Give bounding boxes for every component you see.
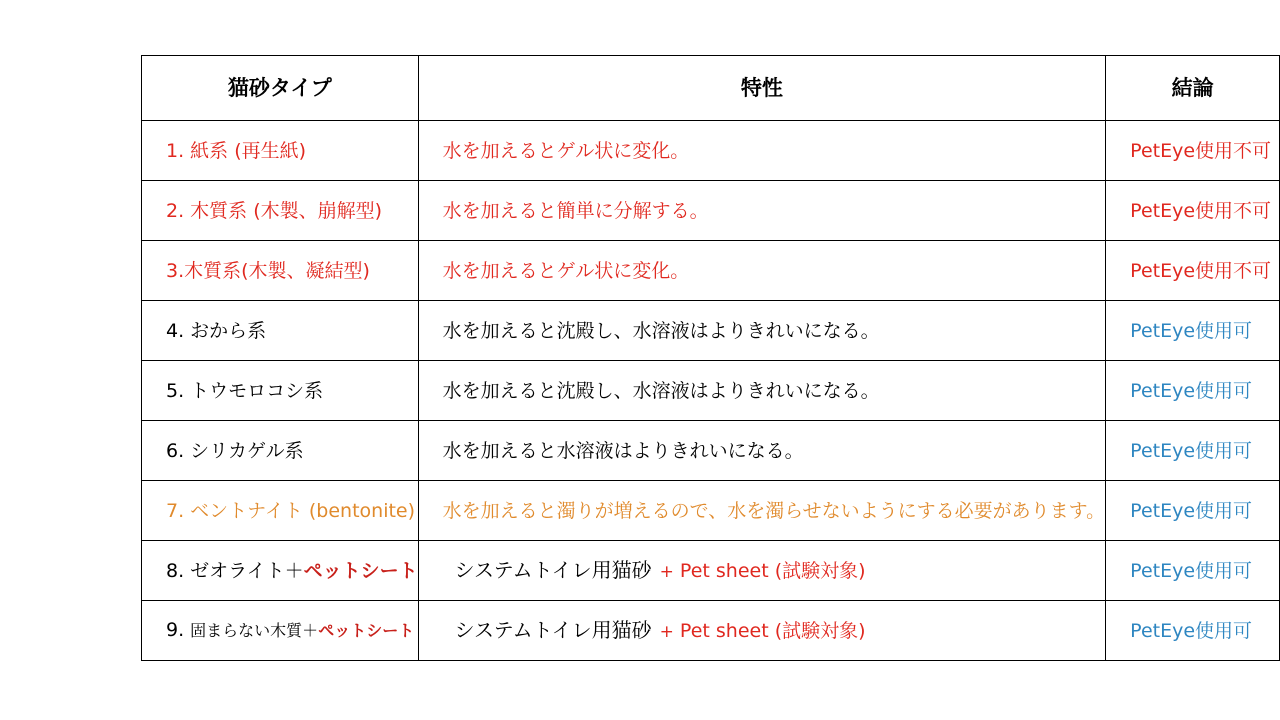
litter-type-cell: 1. 紙系 (再生紙) [142,121,419,181]
conclusion-cell: PetEye使用不可 [1106,241,1280,301]
table-row [142,361,1280,421]
pet-sheet-label: Pet sheet (試験対象) [679,559,866,582]
header-row [142,56,1280,121]
system-toilet-label: システムトイレ用猫砂 [454,617,652,642]
pet-sheet-highlight: ペットシート [303,559,418,582]
litter-type-prefix: 9. [166,619,191,641]
property-cell [418,541,1106,601]
conclusion-cell: PetEye使用可 [1106,361,1280,421]
cat-litter-table [141,55,1280,661]
litter-type-cell: 6. シリカゲル系 [142,421,419,481]
property-cell: 水を加えると沈殿し、水溶液はよりきれいになる。 [418,301,1106,361]
conclusion-cell: PetEye使用不可 [1106,121,1280,181]
litter-type-cell: 3.木質系(木製、凝結型) [142,241,419,301]
conclusion-cell: PetEye使用可 [1106,601,1280,661]
conclusion-cell: PetEye使用可 [1106,481,1280,541]
litter-type-small-text: 固まらない木質＋ [190,621,319,640]
table-row [142,601,1280,661]
table-row [142,121,1280,181]
pet-sheet-label: Pet sheet (試験対象) [679,619,866,642]
system-toilet-label: システムトイレ用猫砂 [454,557,652,582]
property-cell: 水を加えるとゲル状に変化。 [418,241,1106,301]
table-row [142,301,1280,361]
property-cell: 水を加えると濁りが増えるので、水を濁らせないようにする必要があります。 [418,481,1106,541]
property-cell: 水を加えると簡単に分解する。 [418,181,1106,241]
litter-type-cell: 5. トウモロコシ系 [142,361,419,421]
table-row [142,181,1280,241]
conclusion-cell: PetEye使用不可 [1106,181,1280,241]
table-row [142,481,1280,541]
litter-type-prefix: 8. ゼオライト＋ [166,559,304,582]
litter-type-cell [142,601,419,661]
header-property: 特性 [418,56,1106,121]
property-cell [418,601,1106,661]
property-cell: 水を加えるとゲル状に変化。 [418,121,1106,181]
conclusion-cell: PetEye使用可 [1106,421,1280,481]
litter-type-cell [142,541,419,601]
plus-sign: + [659,621,674,642]
property-cell: 水を加えると水溶液はよりきれいになる。 [418,421,1106,481]
conclusion-cell: PetEye使用可 [1106,541,1280,601]
litter-type-cell: 7. ベントナイト (bentonite) [142,481,419,541]
table-row [142,241,1280,301]
table-row [142,421,1280,481]
conclusion-cell: PetEye使用可 [1106,301,1280,361]
property-cell: 水を加えると沈殿し、水溶液はよりきれいになる。 [418,361,1106,421]
litter-type-cell: 2. 木質系 (木製、崩解型) [142,181,419,241]
table-row [142,541,1280,601]
plus-sign: + [659,561,674,582]
header-litter-type: 猫砂タイプ [142,56,419,121]
header-conclusion: 結論 [1106,56,1280,121]
pet-sheet-highlight: ペットシート [318,621,415,640]
litter-type-cell: 4. おから系 [142,301,419,361]
